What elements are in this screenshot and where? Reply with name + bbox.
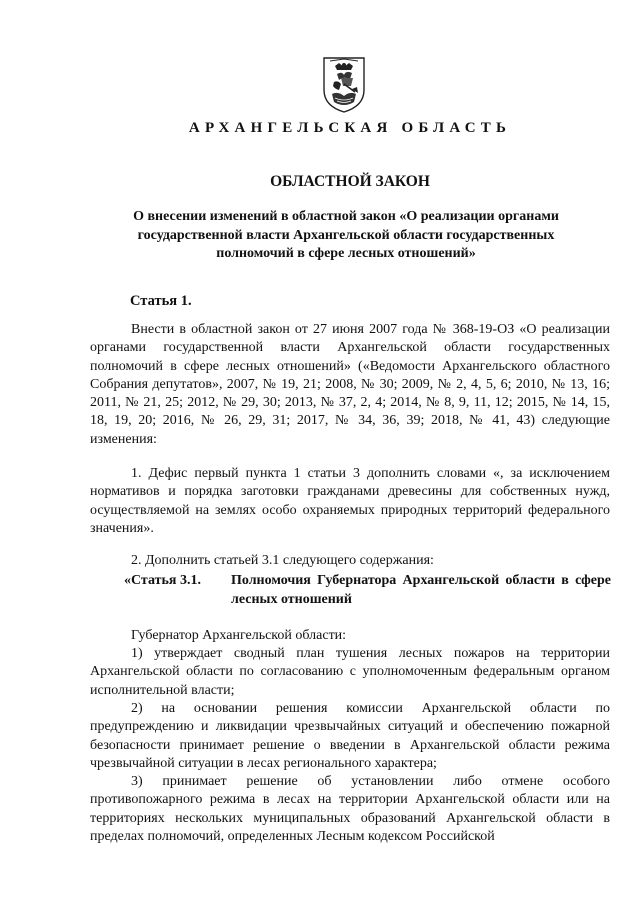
- law-type-heading: ОБЛАСТНОЙ ЗАКОН: [270, 173, 430, 190]
- amendment-item-2: 2. Дополнить статьей 3.1 следующего содержания:: [131, 553, 434, 568]
- subitem-1: 1) утверждает сводный план тушения лесных пожаров на территории Архангельской области по согласованию с уполномоченным федеральным органом исполнительной власти;: [90, 646, 610, 698]
- subitem-3: 3) принимает решение об установлении либо отмене особого противопожарного режима в лесах на территории Архангельской области или на территориях нескольких муниципальных образований Архангельской области в пределах полномочий, определенных Лесным кодексом Российской: [90, 774, 610, 844]
- article-3-1-label: «Статья 3.1.: [124, 573, 201, 588]
- article-1-heading: Статья 1.: [130, 293, 192, 309]
- article-1-intro-paragraph: Внести в областной закон от 27 июня 2007 года № 368-19-ОЗ «О реализации органами государственной власти Архангельской области государственных полномочий в сфере лесных отношений» («Ведомости Архангельского областного Собрания депутатов», 2007, № 19, 21; 2008, № 30; 2009, № 2, 4, 5, 6; 2010, № 13, 16; 2011, № 21, 25; 2012, № 29, 30; 2013, № 37, 2, 4; 2014, № 8, 9, 11, 12; 2015, № 14, 15, 18, 19, 20; 2016, № 26, 29, 31; 2017, № 34, 36, 39; 2018, № 41, 43) следующие изменения:: [90, 322, 610, 447]
- region-name: АРХАНГЕЛЬСКАЯ ОБЛАСТЬ: [188, 120, 512, 136]
- coat-of-arms-emblem: [321, 56, 367, 114]
- subitem-2: 2) на основании решения комиссии Архангельской области по предупреждению и ликвидации чрезвычайных ситуаций и обеспечению пожарной безопасности принимает решение о введении в Архангельской области режима чрезвычайной ситуации в лесах регионального характера;: [90, 701, 610, 771]
- governor-paragraph: Губернатор Архангельской области:: [131, 628, 347, 643]
- law-title: О внесении изменений в областной закон «О реализации органами государственной власти Архангельской области государственных полномочий в сфере лесных отношений»: [133, 209, 559, 261]
- amendment-item-1: 1. Дефис первый пункта 1 статьи 3 дополнить словами «, за исключением нормативов и порядка заготовки гражданами древесины для собственных нужд, осуществляемой на землях особо охраняемых природных территорий федерального значения».: [90, 466, 610, 536]
- article-3-1-title: Полномочия Губернатора Архангельской области в сфере лесных отношений: [231, 573, 611, 607]
